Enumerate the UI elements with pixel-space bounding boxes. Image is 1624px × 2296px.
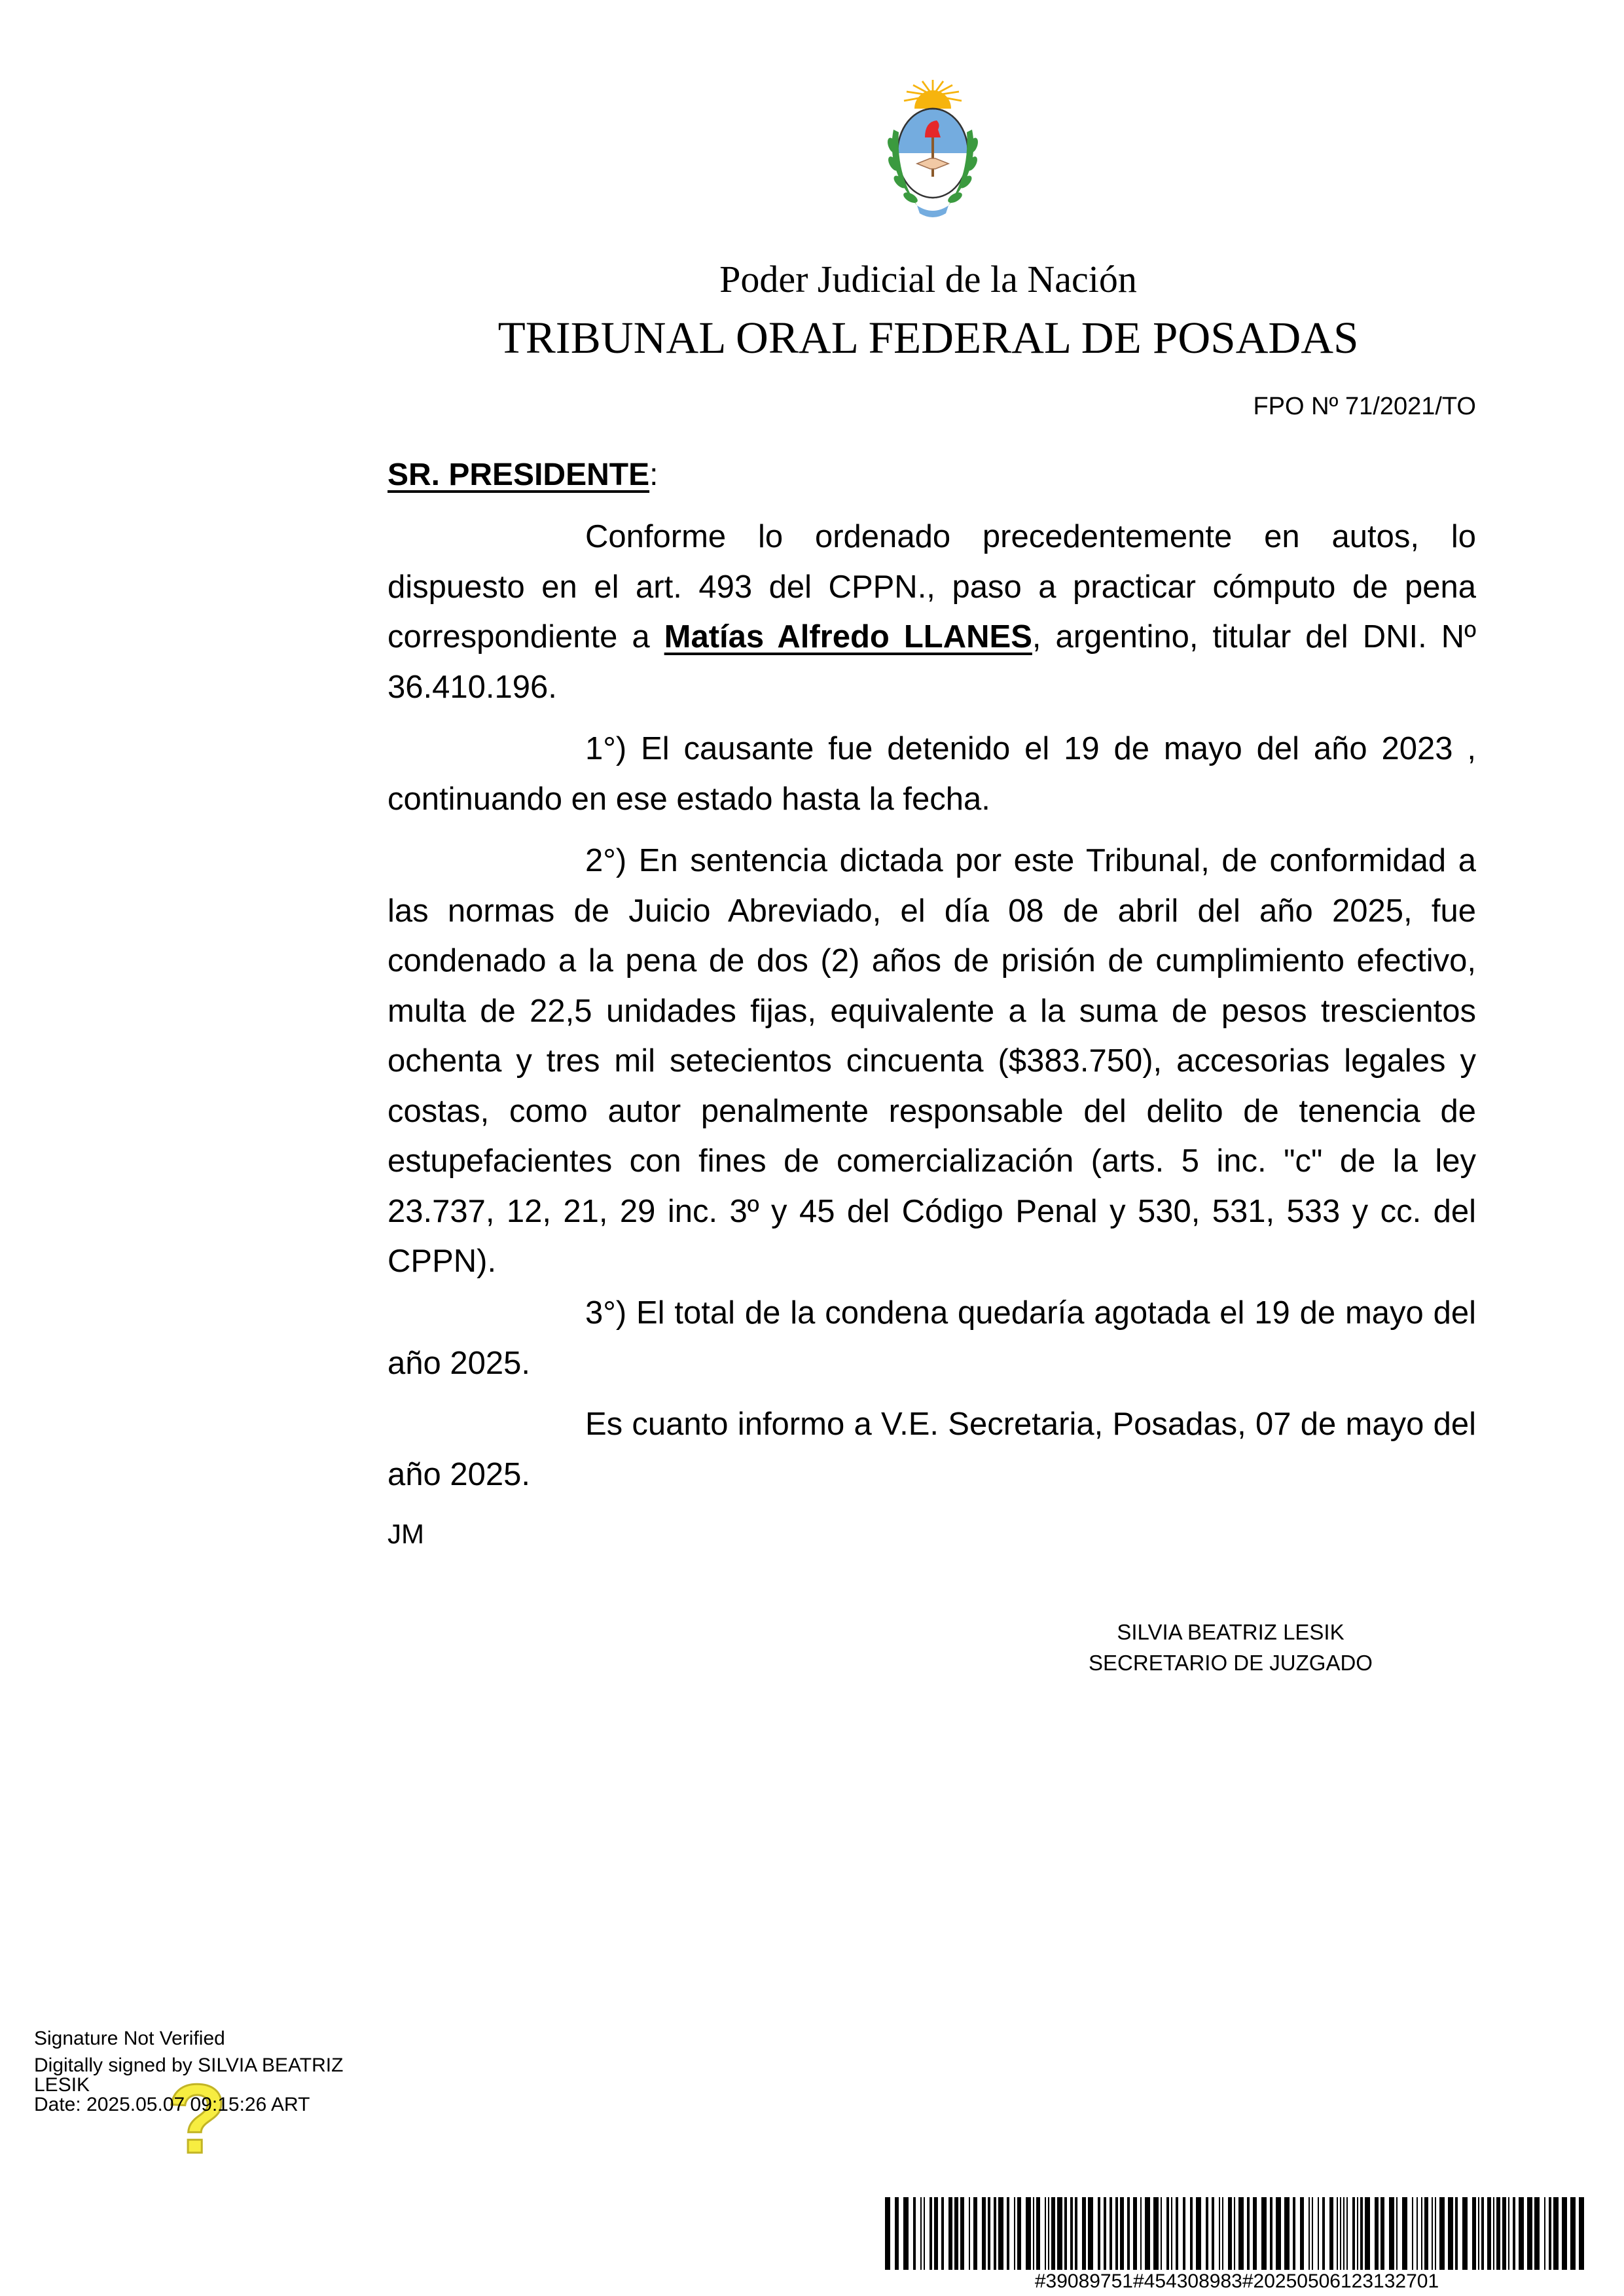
barcode-bar xyxy=(1322,2197,1325,2270)
point-1-paragraph: 1°) El causante fue detenido el 19 de mayo del año 2023 , continuando en ese estado hasta la fecha. xyxy=(388,731,1476,817)
barcode-bar xyxy=(1014,2197,1015,2270)
barcode-bar xyxy=(1340,2197,1341,2270)
barcode-bar xyxy=(1308,2197,1310,2270)
ribbon xyxy=(917,206,948,217)
coat-of-arms-logo xyxy=(878,77,988,241)
barcode-bar xyxy=(973,2197,977,2270)
barcode-bar xyxy=(1270,2197,1272,2270)
salutation-label: SR. PRESIDENTE xyxy=(388,457,650,492)
barcode-bar xyxy=(1070,2197,1073,2270)
barcode-bar xyxy=(1222,2197,1223,2270)
barcode-bar xyxy=(1312,2197,1313,2270)
barcode-bar xyxy=(1318,2197,1319,2270)
barcode-bar xyxy=(1527,2197,1532,2270)
barcode-bar xyxy=(895,2197,899,2270)
barcode-bar xyxy=(1389,2197,1394,2270)
barcode xyxy=(885,2197,1589,2270)
barcode-bar xyxy=(1017,2197,1021,2270)
barcode-bar xyxy=(982,2197,986,2270)
barcode-bar xyxy=(1088,2197,1093,2270)
signer-name: SILVIA BEATRIZ LESIK xyxy=(1117,1620,1344,1644)
barcode-bar xyxy=(1352,2197,1355,2270)
barcode-bar xyxy=(1380,2197,1384,2270)
intro-text-before: Conforme lo ordenado precedentemente en autos, lo dispuesto en el art. 493 del CPPN., paso a practicar cómputo de pena correspondiente a xyxy=(388,519,1476,655)
barcode-bar xyxy=(924,2197,925,2270)
barcode-bar xyxy=(920,2197,922,2270)
signature-status: Signature Not Verified xyxy=(34,2028,225,2049)
salutation xyxy=(388,456,658,495)
barcode-bar xyxy=(1346,2197,1348,2270)
barcode-bar xyxy=(1153,2197,1159,2270)
barcode-bar xyxy=(1045,2197,1046,2270)
defendant-name: Matías Alfredo LLANES xyxy=(664,619,1032,655)
barcode-bar xyxy=(1026,2197,1031,2270)
court-heading: TRIBUNAL ORAL FEDERAL DE POSADAS xyxy=(497,313,1359,363)
barcode-bar xyxy=(1057,2197,1062,2270)
barcode-bar xyxy=(1206,2197,1208,2270)
barcode-bar xyxy=(1402,2197,1407,2270)
barcode-bar xyxy=(941,2197,944,2270)
barcode-bar xyxy=(1448,2197,1453,2270)
barcode-bar xyxy=(1416,2197,1418,2270)
barcode-bar xyxy=(1161,2197,1162,2270)
barcode-bar xyxy=(1300,2197,1304,2270)
barcode-bar xyxy=(969,2197,970,2270)
barcode-bar xyxy=(1579,2197,1584,2270)
barcode-bar xyxy=(1493,2197,1494,2270)
barcode-bar xyxy=(1115,2197,1118,2270)
barcode-bar xyxy=(1104,2197,1106,2270)
barcode-bar xyxy=(948,2197,952,2270)
barcode-bar xyxy=(1472,2197,1476,2270)
barcode-bar xyxy=(885,2197,890,2270)
barcode-bar xyxy=(1120,2197,1124,2270)
typist-initials: JM xyxy=(388,1518,424,1549)
barcode-bar xyxy=(1082,2197,1086,2270)
intro-text-after: , argentino, titular del DNI. Nº 36.410.196. xyxy=(388,619,1476,705)
barcode-bar xyxy=(1343,2197,1344,2270)
point-2-paragraph: 2°) En sentencia dictada por este Tribunal, de conformidad a las normas de Juicio Abreviado, el día 08 de abril del año 2025, fue condenado a la pena de dos (2) años de prisión de cumplimiento efectivo, multa de 22,5 unidades fijas, equivalente a la suma de pesos trescientos ochenta y tres mil setecientos cincuenta ($383.750), accesorias legales y costas, como autor penalmente responsable del delito de tenencia de estupefacientes con fines de comercialización (arts. 5 inc. "c" de la ley 23.737, 12, 21, 29 inc. 3º y 45 del Código Penal y 530, 531, 533 y cc. del CPPN). xyxy=(388,843,1476,1279)
barcode-bar xyxy=(1098,2197,1100,2270)
barcode-bar xyxy=(1502,2197,1506,2270)
barcode-bar xyxy=(1365,2197,1370,2270)
barcode-bar xyxy=(1412,2197,1413,2270)
barcode-bar xyxy=(954,2197,958,2270)
barcode-bar xyxy=(1033,2197,1034,2270)
barcode-bar xyxy=(1519,2197,1524,2270)
barcode-bar xyxy=(1481,2197,1484,2270)
barcode-bar xyxy=(929,2197,932,2270)
barcode-bar xyxy=(1562,2197,1567,2270)
barcode-bar xyxy=(1284,2197,1290,2270)
barcode-bar xyxy=(1570,2197,1576,2270)
barcode-bar xyxy=(1196,2197,1201,2270)
barcode-bar xyxy=(1110,2197,1112,2270)
case-number: FPO Nº 71/2021/TO xyxy=(1253,393,1476,420)
barcode-bar xyxy=(1462,2197,1468,2270)
question-mark-icon: ? xyxy=(167,2064,227,2174)
institution-heading: Poder Judicial de la Nación xyxy=(719,258,1137,300)
barcode-bar xyxy=(1171,2197,1172,2270)
barcode-bar xyxy=(1478,2197,1479,2270)
barcode-bar xyxy=(1166,2197,1169,2270)
closing-paragraph: Es cuanto informo a V.E. Secretaria, Posadas, 07 de mayo del año 2025. xyxy=(388,1407,1476,1492)
barcode-bar xyxy=(1455,2197,1458,2270)
barcode-bar xyxy=(1293,2197,1295,2270)
barcode-bar xyxy=(934,2197,938,2270)
barcode-bar xyxy=(1435,2197,1436,2270)
point-3-paragraph: 3°) El total de la condena quedaría agotada el 19 de mayo del año 2025. xyxy=(388,1295,1476,1381)
barcode-bar xyxy=(1432,2197,1433,2270)
signed-by-line-1: Digitally signed by SILVIA BEATRIZ xyxy=(34,2054,344,2076)
barcode-bar xyxy=(1228,2197,1232,2270)
signer-title: SECRETARIO DE JUZGADO xyxy=(1089,1651,1373,1675)
barcode-bar xyxy=(994,2197,996,2270)
barcode-bar xyxy=(988,2197,990,2270)
barcode-bar xyxy=(1276,2197,1281,2270)
barcode-bar xyxy=(1375,2197,1379,2270)
intro-paragraph xyxy=(388,512,1476,712)
barcode-bar xyxy=(1190,2197,1193,2270)
barcode-bar xyxy=(1247,2197,1250,2270)
barcode-bar xyxy=(1145,2197,1150,2270)
barcode-bar xyxy=(1513,2197,1515,2270)
barcode-bar xyxy=(1051,2197,1055,2270)
barcode-bar xyxy=(1234,2197,1235,2270)
barcode-bar xyxy=(1075,2197,1077,2270)
barcode-bar xyxy=(1048,2197,1049,2270)
barcode-bar xyxy=(1508,2197,1509,2270)
barcode-bar xyxy=(1219,2197,1220,2270)
barcode-bar xyxy=(1421,2197,1422,2270)
barcode-bar xyxy=(1183,2197,1185,2270)
barcode-bar xyxy=(1064,2197,1067,2270)
barcode-bar xyxy=(1360,2197,1363,2270)
barcode-bar xyxy=(1487,2197,1491,2270)
barcode-bar xyxy=(1140,2197,1142,2270)
barcode-bar xyxy=(1212,2197,1214,2270)
barcode-bar xyxy=(1424,2197,1428,2270)
digital-signature-block xyxy=(34,2029,343,2115)
barcode-bar xyxy=(1439,2197,1445,2270)
barcode-bar xyxy=(1496,2197,1500,2270)
barcode-bar xyxy=(1534,2197,1540,2270)
barcode-bar xyxy=(1176,2197,1178,2270)
signed-by-line-2: LESIK xyxy=(34,2074,90,2096)
barcode-text: #39089751#454308983#20250506123132701 xyxy=(1034,2270,1439,2292)
barcode-bar xyxy=(1396,2197,1398,2270)
barcode-bar xyxy=(1007,2197,1009,2270)
barcode-bar xyxy=(1253,2197,1257,2270)
barcode-bar xyxy=(960,2197,964,2270)
barcode-bar xyxy=(913,2197,916,2270)
barcode-bar xyxy=(1329,2197,1333,2270)
barcode-bar xyxy=(1133,2197,1137,2270)
signature-date: Date: 2025.05.07 09:15:26 ART xyxy=(34,2094,310,2115)
barcode-bar xyxy=(1337,2197,1338,2270)
barcode-bar xyxy=(1549,2197,1551,2270)
barcode-bar xyxy=(1544,2197,1545,2270)
barcode-bar xyxy=(903,2197,909,2270)
salutation-colon: : xyxy=(649,457,659,492)
barcode-bar xyxy=(998,2197,1003,2270)
barcode-bar xyxy=(1357,2197,1358,2270)
barcode-bar xyxy=(1261,2197,1267,2270)
barcode-bar xyxy=(1238,2197,1244,2270)
barcode-bar xyxy=(1553,2197,1559,2270)
barcode-bar xyxy=(1036,2197,1040,2270)
barcode-bar xyxy=(1127,2197,1130,2270)
